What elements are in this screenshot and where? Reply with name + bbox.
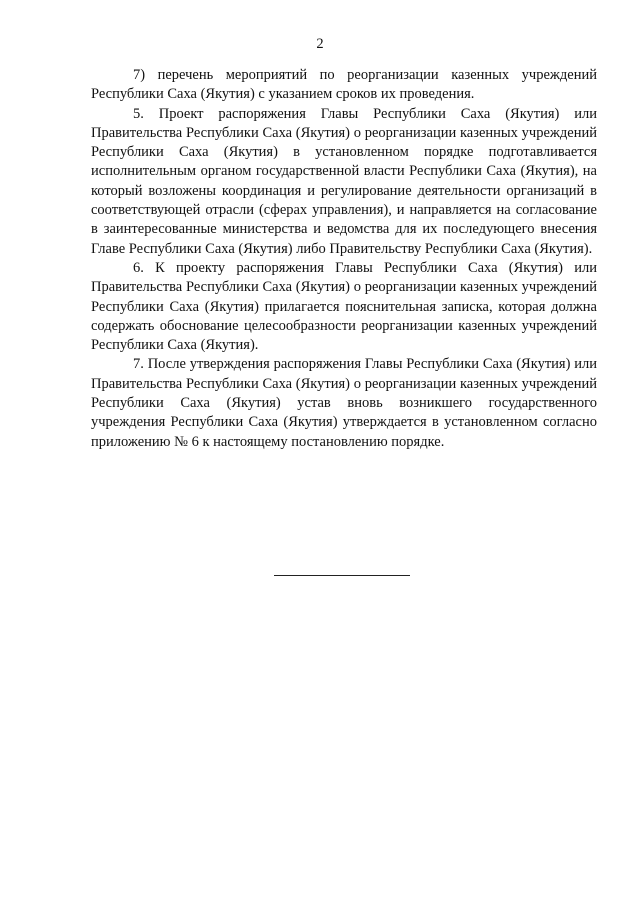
page-number: 2 [316,36,324,52]
end-separator-line [274,575,410,576]
document-body [91,66,597,452]
paragraph-clause-6: 6. К проекту распоряжения Главы Республики Саха (Якутия) или Правительства Республики Саха (Якутия) о реорганизации казенных учреждений Республики Саха (Якутия) прилагается пояснительная записка, которая должна содержать обоснование целесообразности реорганизации казенных учреждений Республики Саха (Якутия). [91,259,597,354]
paragraph-clause-7: 7. После утверждения распоряжения Главы Республики Саха (Якутия) или Правительства Республики Саха (Якутия) о реорганизации казенных учреждений Республики Саха (Якутия) устав вновь возникшего государственного учреждения Республики Саха (Якутия) утверждается в установленном согласно приложению № 6 к настоящему постановлению порядке. [91,356,597,450]
paragraph-clause-5: 5. Проект распоряжения Главы Республики Саха (Якутия) или Правительства Республики Саха (Якутия) о реорганизации казенных учреждений Республики Саха (Якутия) в установленном порядке подготавливается исполнительным органом государственной власти Республики Саха (Якутия), на который возложены координация и регулирование деятельности организаций в соответствующей отрасли (сферах управления), и направляется на согласование в заинтересованные министерства и ведомства для их последующего внесения Главе Республики Саха (Якутия) либо Правительству Республики Саха (Якутия). [91,105,597,257]
paragraph-item-7-list: 7) перечень мероприятий по реорганизации казенных учреждений Республики Саха (Якутия) с указанием сроков их проведения. [91,67,597,103]
